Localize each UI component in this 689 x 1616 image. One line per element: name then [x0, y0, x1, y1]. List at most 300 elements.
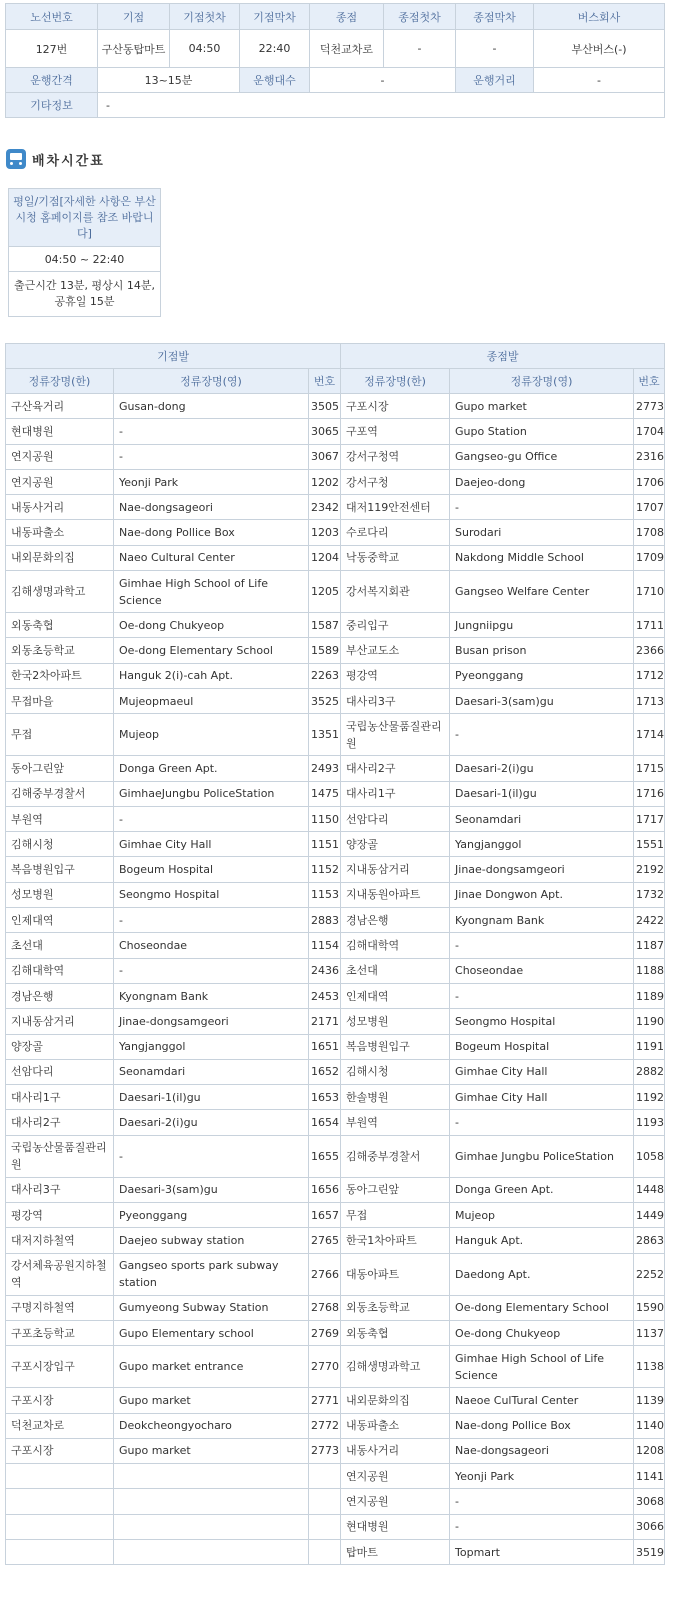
stop-name-en: Yeonji Park — [450, 1464, 634, 1489]
stop-number: 2769 — [309, 1320, 341, 1345]
stop-number: 1351 — [309, 714, 341, 756]
stop-name-en: Gumyeong Subway Station — [114, 1295, 309, 1320]
stop-name-en: Kyongnam Bank — [114, 983, 309, 1008]
stop-name-ko: 인제대역 — [341, 983, 450, 1008]
stop-name-en: Surodari — [450, 520, 634, 545]
stop-name-ko: 내동사거리 — [6, 495, 114, 520]
schedule-heading — [6, 148, 105, 170]
end-first-label: 종점첫차 — [384, 4, 456, 30]
stop-number — [309, 1464, 341, 1489]
stop-name-ko: 한국1차아파트 — [341, 1228, 450, 1253]
stop-number: 1711 — [634, 613, 665, 638]
stop-name-en: Daedong Apt. — [450, 1253, 634, 1295]
stop-number: 2768 — [309, 1295, 341, 1320]
stop-number: 2171 — [309, 1009, 341, 1034]
stop-number: 2252 — [634, 1253, 665, 1295]
stop-name-ko: 무접 — [341, 1203, 450, 1228]
start-last-value: 22:40 — [240, 30, 310, 68]
stop-number: 1448 — [634, 1177, 665, 1202]
stop-number: 1154 — [309, 933, 341, 958]
stop-name-en: Oe-dong Elementary School — [450, 1295, 634, 1320]
stop-name-en: - — [114, 1135, 309, 1177]
stop-name-ko: 대저119안전센터 — [341, 495, 450, 520]
stop-name-ko: 대사리1구 — [6, 1085, 114, 1110]
stop-name-ko: 양장골 — [341, 832, 450, 857]
stop-name-en: Topmart — [450, 1539, 634, 1564]
stop-name-en: Gimhae High School of Life Science — [450, 1346, 634, 1388]
table-row — [6, 1135, 665, 1177]
stop-number: 2366 — [634, 638, 665, 663]
stop-name-ko: 동아그린앞 — [6, 756, 114, 781]
stop-name-ko: 초선대 — [341, 958, 450, 983]
stop-number: 1716 — [634, 781, 665, 806]
stop-name-en: - — [450, 714, 634, 756]
stop-number: 3505 — [309, 394, 341, 419]
stop-number: 1715 — [634, 756, 665, 781]
stop-number — [309, 1539, 341, 1564]
stop-name-ko: 김해중부경찰서 — [6, 781, 114, 806]
stop-number: 1137 — [634, 1320, 665, 1345]
stop-name-en: Kyongnam Bank — [450, 908, 634, 933]
stop-name-ko: 구포시장 — [341, 394, 450, 419]
table-row — [6, 1110, 665, 1135]
stop-number: 1655 — [309, 1135, 341, 1177]
stop-number: 1717 — [634, 806, 665, 831]
stop-name-en: Gupo market entrance — [114, 1346, 309, 1388]
table-row — [6, 832, 665, 857]
stop-name-ko: 경남은행 — [341, 908, 450, 933]
schedule-time-range: 04:50 ~ 22:40 — [9, 247, 161, 272]
stop-number: 3066 — [634, 1514, 665, 1539]
stop-number: 2316 — [634, 444, 665, 469]
stop-name-ko: 동아그린앞 — [341, 1177, 450, 1202]
table-row — [6, 1388, 665, 1413]
stop-name-en: Pyeonggang — [114, 1203, 309, 1228]
stop-name-ko: 대동아파트 — [341, 1253, 450, 1295]
stop-number: 1590 — [634, 1295, 665, 1320]
stop-number: 2882 — [634, 1059, 665, 1084]
stop-name-en — [114, 1539, 309, 1564]
stop-name-en: - — [114, 444, 309, 469]
stop-number: 1652 — [309, 1059, 341, 1084]
stop-name-ko: 구포초등학교 — [6, 1320, 114, 1345]
stop-name-ko: 양장골 — [6, 1034, 114, 1059]
stop-number: 1139 — [634, 1388, 665, 1413]
stop-number: 2863 — [634, 1228, 665, 1253]
stop-name-en: Daesari-3(sam)gu — [450, 688, 634, 713]
stop-name-en: Donga Green Apt. — [450, 1177, 634, 1202]
stop-number: 1204 — [309, 545, 341, 570]
stop-name-en: Gimhae City Hall — [114, 832, 309, 857]
stop-name-en: Gusan-dong — [114, 394, 309, 419]
route-no-label: 노선번호 — [6, 4, 98, 30]
stop-name-en: Gimhae High School of Life Science — [114, 571, 309, 613]
dir-end-header: 종점발 — [341, 344, 665, 369]
table-row — [6, 908, 665, 933]
stop-name-ko: 대저지하철역 — [6, 1228, 114, 1253]
stop-name-en: - — [450, 983, 634, 1008]
stop-name-en: Gangseo Welfare Center — [450, 571, 634, 613]
stop-name-en: Hanguk 2(i)-cah Apt. — [114, 663, 309, 688]
stop-name-en: Gimhae Jungbu PoliceStation — [450, 1135, 634, 1177]
stop-name-en: Daesari-2(i)gu — [114, 1110, 309, 1135]
table-row — [6, 663, 665, 688]
start-last-label: 기점막차 — [240, 4, 310, 30]
stop-name-en: Seonamdari — [450, 806, 634, 831]
stop-number: 1475 — [309, 781, 341, 806]
stop-number: 1732 — [634, 882, 665, 907]
stop-number: 3067 — [309, 444, 341, 469]
table-row — [6, 394, 665, 419]
stop-number: 2772 — [309, 1413, 341, 1438]
table-row — [6, 495, 665, 520]
stop-name-ko: 구명지하철역 — [6, 1295, 114, 1320]
stop-name-ko: 구포시장입구 — [6, 1346, 114, 1388]
stop-name-ko: 구포시장 — [6, 1438, 114, 1463]
stop-name-ko: 지내동삼거리 — [6, 1009, 114, 1034]
stop-number: 2770 — [309, 1346, 341, 1388]
stop-name-ko: 낙동중학교 — [341, 545, 450, 570]
etc-label: 기타정보 — [6, 93, 98, 118]
stop-name-en: Seongmo Hospital — [450, 1009, 634, 1034]
bus-count-value: - — [310, 68, 456, 93]
table-row — [6, 469, 665, 494]
stop-number — [309, 1514, 341, 1539]
stop-name-ko: 평강역 — [6, 1203, 114, 1228]
stop-number: 1208 — [634, 1438, 665, 1463]
stop-name-en: Nae-dongsageori — [114, 495, 309, 520]
col-name-ko: 정류장명(한) — [341, 369, 450, 394]
table-row — [6, 1009, 665, 1034]
stop-number: 1713 — [634, 688, 665, 713]
stop-name-ko: 지내동삼거리 — [341, 857, 450, 882]
stop-name-ko — [6, 1514, 114, 1539]
stop-name-en: - — [114, 806, 309, 831]
table-row — [6, 1514, 665, 1539]
stop-name-en: Gupo market — [450, 394, 634, 419]
stop-number: 1138 — [634, 1346, 665, 1388]
stop-name-ko: 한국2차아파트 — [6, 663, 114, 688]
stop-name-ko: 대사리1구 — [341, 781, 450, 806]
table-row — [6, 545, 665, 570]
stop-name-ko: 국립농산물품질관리원 — [341, 714, 450, 756]
stop-name-en: Daesari-2(i)gu — [450, 756, 634, 781]
stop-number: 1449 — [634, 1203, 665, 1228]
stop-number: 1654 — [309, 1110, 341, 1135]
schedule-header: 평일/기점[자세한 사항은 부산시청 홈페이지를 참조 바랍니다] — [9, 189, 161, 247]
stop-number: 2773 — [634, 394, 665, 419]
stop-name-en: Yeonji Park — [114, 469, 309, 494]
route-no-value: 127번 — [6, 30, 98, 68]
stop-name-ko: 한솔병원 — [341, 1085, 450, 1110]
stop-number: 1651 — [309, 1034, 341, 1059]
stop-name-en: Gupo market — [114, 1438, 309, 1463]
stop-name-en: Nae-dong Pollice Box — [114, 520, 309, 545]
stop-name-ko: 외동축협 — [6, 613, 114, 638]
stop-name-en: Mujeop — [114, 714, 309, 756]
stop-number: 3519 — [634, 1539, 665, 1564]
distance-label: 운행거리 — [456, 68, 534, 93]
stop-number: 3068 — [634, 1489, 665, 1514]
table-row — [6, 1085, 665, 1110]
stop-name-ko: 구포역 — [341, 419, 450, 444]
stop-name-en — [114, 1489, 309, 1514]
stop-name-ko: 선암다리 — [341, 806, 450, 831]
stop-number: 1205 — [309, 571, 341, 613]
stop-name-ko: 덕천교차로 — [6, 1413, 114, 1438]
end-last-value: - — [456, 30, 534, 68]
stop-name-en: Daesari-3(sam)gu — [114, 1177, 309, 1202]
table-row — [6, 444, 665, 469]
stop-name-en: Yangjanggol — [450, 832, 634, 857]
stop-number: 1193 — [634, 1110, 665, 1135]
stop-name-en: - — [450, 1110, 634, 1135]
table-row — [6, 1253, 665, 1295]
stop-name-ko: 내외문화의집 — [341, 1388, 450, 1413]
stop-name-ko: 부원역 — [6, 806, 114, 831]
col-number: 번호 — [309, 369, 341, 394]
stop-number — [309, 1489, 341, 1514]
stop-name-ko: 탑마트 — [341, 1539, 450, 1564]
stop-name-ko: 김해시청 — [6, 832, 114, 857]
stop-name-ko: 강서복지회관 — [341, 571, 450, 613]
stop-number: 1153 — [309, 882, 341, 907]
stop-number: 1202 — [309, 469, 341, 494]
stop-name-ko: 선암다리 — [6, 1059, 114, 1084]
stop-number: 1203 — [309, 520, 341, 545]
table-row — [6, 1438, 665, 1463]
stop-name-ko: 김해대학역 — [341, 933, 450, 958]
stop-name-en: Naeo Cultural Center — [114, 545, 309, 570]
stop-name-en: Nae-dongsageori — [450, 1438, 634, 1463]
stop-number: 1709 — [634, 545, 665, 570]
stop-number: 1657 — [309, 1203, 341, 1228]
table-row — [6, 781, 665, 806]
stop-name-ko: 외동초등학교 — [6, 638, 114, 663]
stop-name-en: Nae-dong Pollice Box — [450, 1413, 634, 1438]
start-first-label: 기점첫차 — [170, 4, 240, 30]
stop-name-ko: 부원역 — [341, 1110, 450, 1135]
schedule-table — [8, 188, 161, 317]
stop-number: 1189 — [634, 983, 665, 1008]
table-row — [6, 520, 665, 545]
stop-number: 1714 — [634, 714, 665, 756]
bus-icon — [6, 149, 26, 169]
stop-name-ko: 연지공원 — [6, 469, 114, 494]
table-row — [6, 714, 665, 756]
stop-name-en: Choseondae — [114, 933, 309, 958]
route-info-table — [5, 3, 665, 118]
table-row — [6, 958, 665, 983]
stop-name-en: Gangseo sports park subway station — [114, 1253, 309, 1295]
stop-name-en: Daesari-1(il)gu — [450, 781, 634, 806]
stop-name-ko: 대사리3구 — [6, 1177, 114, 1202]
stop-number: 3065 — [309, 419, 341, 444]
stop-name-ko: 구산육거리 — [6, 394, 114, 419]
stop-number: 2773 — [309, 1438, 341, 1463]
bus-count-label: 운행대수 — [240, 68, 310, 93]
stop-name-ko: 대사리2구 — [341, 756, 450, 781]
stop-number: 1587 — [309, 613, 341, 638]
stop-name-ko: 인제대역 — [6, 908, 114, 933]
stop-name-ko — [6, 1464, 114, 1489]
stop-name-ko: 연지공원 — [6, 444, 114, 469]
table-row — [6, 1489, 665, 1514]
stop-name-ko: 성모병원 — [6, 882, 114, 907]
col-name-ko: 정류장명(한) — [6, 369, 114, 394]
stop-number: 1712 — [634, 663, 665, 688]
stop-number: 1141 — [634, 1464, 665, 1489]
table-row — [6, 1228, 665, 1253]
stop-name-en: Mujeop — [450, 1203, 634, 1228]
stop-number: 2192 — [634, 857, 665, 882]
stop-name-en: Oe-dong Chukyeop — [450, 1320, 634, 1345]
stop-name-ko: 지내동원아파트 — [341, 882, 450, 907]
company-label: 버스회사 — [534, 4, 665, 30]
distance-value: - — [534, 68, 665, 93]
table-row — [6, 1177, 665, 1202]
end-first-value: - — [384, 30, 456, 68]
stop-name-ko: 내외문화의집 — [6, 545, 114, 570]
stop-name-ko: 강서구청 — [341, 469, 450, 494]
stop-name-en: Oe-dong Chukyeop — [114, 613, 309, 638]
stop-number: 2453 — [309, 983, 341, 1008]
stop-number: 1551 — [634, 832, 665, 857]
stop-name-ko: 국립농산물품질관리원 — [6, 1135, 114, 1177]
stop-name-en: Donga Green Apt. — [114, 756, 309, 781]
stop-name-ko: 구포시장 — [6, 1388, 114, 1413]
stop-name-ko: 김해대학역 — [6, 958, 114, 983]
stop-name-ko: 외동축협 — [341, 1320, 450, 1345]
stop-name-en: Jinae-dongsamgeori — [114, 1009, 309, 1034]
start-value: 구산동탑마트 — [98, 30, 170, 68]
stop-name-ko: 내동사거리 — [341, 1438, 450, 1463]
stop-name-ko: 무접 — [6, 714, 114, 756]
stop-number: 1152 — [309, 857, 341, 882]
stop-name-ko: 연지공원 — [341, 1464, 450, 1489]
stop-name-ko: 수로다리 — [341, 520, 450, 545]
stop-name-ko: 복음병원입구 — [6, 857, 114, 882]
stop-number: 1187 — [634, 933, 665, 958]
stop-name-en: Gimhae City Hall — [450, 1059, 634, 1084]
interval-value: 13~15분 — [98, 68, 240, 93]
stop-number: 1706 — [634, 469, 665, 494]
stop-number: 2766 — [309, 1253, 341, 1295]
stop-name-ko: 경남은행 — [6, 983, 114, 1008]
stop-name-ko: 중리입구 — [341, 613, 450, 638]
table-row — [6, 638, 665, 663]
stop-number: 2765 — [309, 1228, 341, 1253]
stop-name-en: - — [450, 495, 634, 520]
table-row — [6, 806, 665, 831]
schedule-detail: 출근시간 13분, 평상시 14분, 공휴일 15분 — [9, 272, 161, 317]
start-first-value: 04:50 — [170, 30, 240, 68]
table-row — [6, 857, 665, 882]
stop-number: 2883 — [309, 908, 341, 933]
stop-number: 1058 — [634, 1135, 665, 1177]
stop-name-en: Pyeonggang — [450, 663, 634, 688]
stop-name-ko: 평강역 — [341, 663, 450, 688]
stop-name-en: - — [450, 1489, 634, 1514]
stop-name-en: Bogeum Hospital — [450, 1034, 634, 1059]
stop-name-en: Choseondae — [450, 958, 634, 983]
stop-name-ko: 현대병원 — [6, 419, 114, 444]
stop-name-en — [114, 1464, 309, 1489]
stop-name-en: Daejeo subway station — [114, 1228, 309, 1253]
stop-name-en: Yangjanggol — [114, 1034, 309, 1059]
stop-number: 1707 — [634, 495, 665, 520]
table-row — [6, 882, 665, 907]
table-row — [6, 1413, 665, 1438]
stop-number: 1589 — [309, 638, 341, 663]
stop-name-ko: 김해중부경찰서 — [341, 1135, 450, 1177]
stop-name-ko: 강서체육공원지하철역 — [6, 1253, 114, 1295]
stop-number: 1140 — [634, 1413, 665, 1438]
stop-number: 2342 — [309, 495, 341, 520]
col-name-en: 정류장명(영) — [450, 369, 634, 394]
stop-number: 1710 — [634, 571, 665, 613]
interval-label: 운행간격 — [6, 68, 98, 93]
stop-number: 2263 — [309, 663, 341, 688]
stop-number: 1190 — [634, 1009, 665, 1034]
table-row — [6, 1320, 665, 1345]
stop-name-en: - — [450, 1514, 634, 1539]
stop-name-en: Seonamdari — [114, 1059, 309, 1084]
table-row — [6, 1203, 665, 1228]
stop-number: 2436 — [309, 958, 341, 983]
stop-name-en: Gupo Elementary school — [114, 1320, 309, 1345]
stop-name-en: Oe-dong Elementary School — [114, 638, 309, 663]
stop-name-en: - — [114, 958, 309, 983]
stop-name-en: Busan prison — [450, 638, 634, 663]
table-row — [6, 419, 665, 444]
company-value: 부산버스(-) — [534, 30, 665, 68]
stop-name-ko: 김해시청 — [341, 1059, 450, 1084]
end-value: 덕천교차로 — [310, 30, 384, 68]
stop-name-ko: 대사리2구 — [6, 1110, 114, 1135]
table-row — [6, 933, 665, 958]
stop-number: 3525 — [309, 688, 341, 713]
table-row — [6, 756, 665, 781]
stop-name-ko — [6, 1489, 114, 1514]
stop-number: 1188 — [634, 958, 665, 983]
stop-number: 1653 — [309, 1085, 341, 1110]
stop-name-ko: 김해생명과학고 — [6, 571, 114, 613]
table-row — [6, 688, 665, 713]
col-number: 번호 — [634, 369, 665, 394]
stop-name-ko: 복음병원입구 — [341, 1034, 450, 1059]
stop-number: 1150 — [309, 806, 341, 831]
stop-name-ko: 부산교도소 — [341, 638, 450, 663]
stop-name-ko: 현대병원 — [341, 1514, 450, 1539]
stop-name-en: Daesari-1(il)gu — [114, 1085, 309, 1110]
stop-name-en: - — [114, 419, 309, 444]
end-label: 종점 — [310, 4, 384, 30]
stop-number: 1192 — [634, 1085, 665, 1110]
stop-number: 1704 — [634, 419, 665, 444]
stop-name-en: Jinae-dongsamgeori — [450, 857, 634, 882]
stop-name-en: Gangseo-gu Office — [450, 444, 634, 469]
stop-name-ko: 외동초등학교 — [341, 1295, 450, 1320]
stop-number: 1191 — [634, 1034, 665, 1059]
stop-name-ko: 강서구청역 — [341, 444, 450, 469]
stop-number: 1708 — [634, 520, 665, 545]
stop-name-ko: 내동파출소 — [341, 1413, 450, 1438]
stop-name-en: - — [114, 908, 309, 933]
table-row — [6, 1346, 665, 1388]
stop-number: 2493 — [309, 756, 341, 781]
table-row — [6, 613, 665, 638]
